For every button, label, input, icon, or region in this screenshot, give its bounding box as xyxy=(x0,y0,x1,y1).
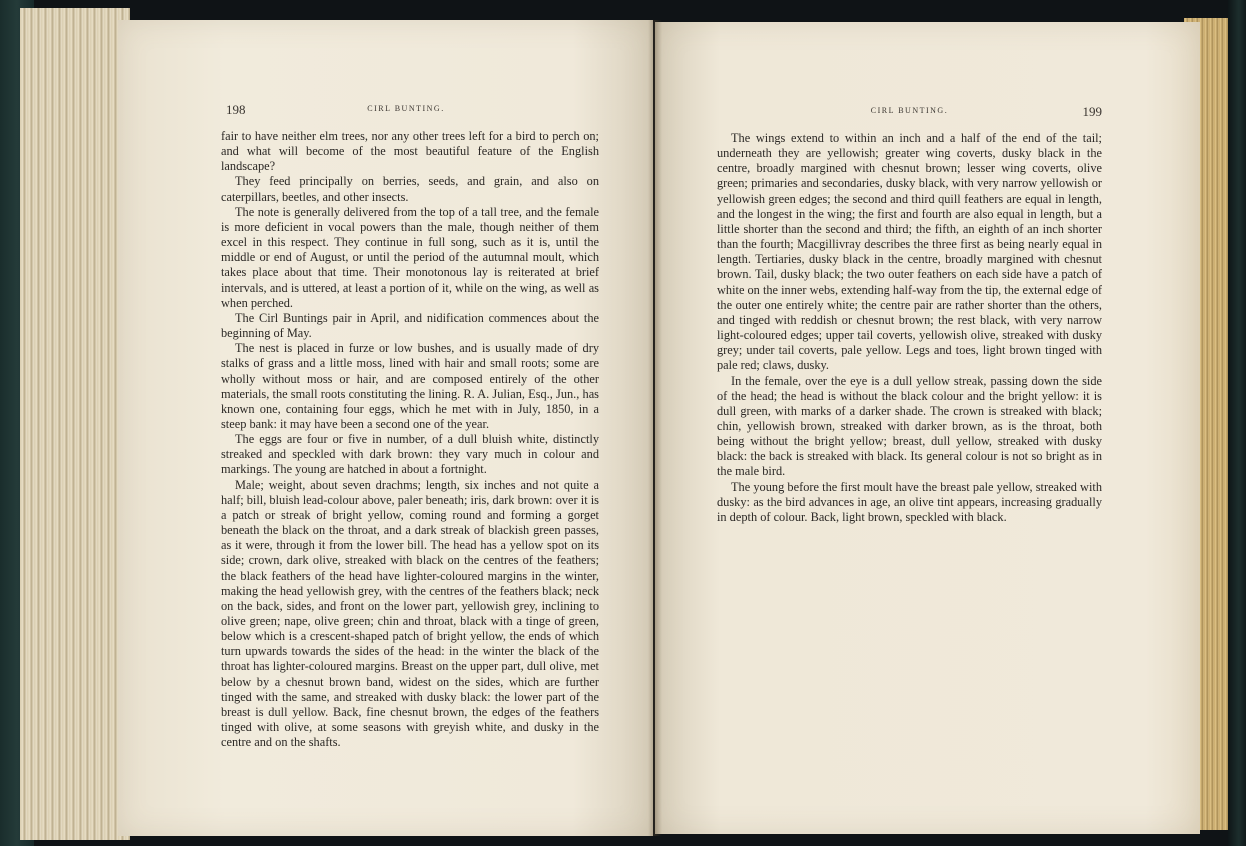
right-page-body xyxy=(717,131,1102,525)
paragraph: fair to have neither elm trees, nor any other trees left for a bird to perch on; and what will become of the most beautiful feature of the English landscape? xyxy=(221,129,599,174)
page-edges-left xyxy=(20,8,130,840)
left-running-title: CIRL BUNTING. xyxy=(367,104,445,113)
paragraph: In the female, over the eye is a dull yellow streak, passing down the side of the head; the head is without the black colour and the bright yellow: it is dull green, with marks of a darker shade. The crown is streaked with black; chin, yellowish brown, streaked with darker brown, as is the throat, both being without the bright yellow; breast, dull yellow, streaked with dusky black: the back is streaked with black. Its general colour is not so bright as in the male bird. xyxy=(717,373,1102,479)
left-page-body xyxy=(221,129,599,750)
right-page xyxy=(655,22,1200,834)
paragraph: The young before the first moult have the breast pale yellow, streaked with dusky: as the bird advances in age, an olive tint appears, increasing gradually in depth of colour. Back, light brown, speckled with black. xyxy=(717,479,1102,524)
paragraph: The note is generally delivered from the top of a tall tree, and the female is more deficient in vocal powers than the male, though neither of them excel in this respect. They continue in full song, such as it is, until the middle or end of August, or until the period of the autumnal moult, which takes place about that time. Their monotonous lay is reiterated at brief intervals, and is uttered, at least a portion of it, while on the wing, as well as when perched. xyxy=(221,204,599,310)
paragraph: The eggs are four or five in number, of a dull bluish white, distinctly streaked and speckled with dark brown: they vary much in colour and markings. The young are hatched in about a fortnight. xyxy=(221,432,599,477)
right-running-title: CIRL BUNTING. xyxy=(870,106,949,115)
paragraph: Male; weight, about seven drachms; length, six inches and not quite a half; bill, bluish lead-colour above, paler beneath; iris, dark brown: over it is a patch or streak of bright yellow, coming round and forming a gorget beneath the black on the throat, and a dark streak of blackish green passes, as it were, through it from the lower bill. The head has a yellow spot on its side; crown, dark olive, streaked with black on the centres of the feathers; the black feathers of the head have lighter-coloured margins in the winter, making the head yellowish grey, with the centres of the feathers black; neck on the back, sides, and front on the lower part, yellowish grey, inclining to olive green; nape, olive green; chin and throat, black with a tinge of green, below which is a crescent-shaped patch of bright yellow, the ends of which turn upwards towards the sides of the head: in the winter the black of the throat has lighter-coloured margins. Breast on the upper part, dull olive, met below by a chesnut brown band, widest on the sides, which are further tinged with the same, and streaked with dusky black: the lower part of the breast is dull yellow. Back, fine chesnut brown, the edges of the feathers tinged with olive, at some seasons with greyish white, and dusky in the centre and on the shafts. xyxy=(221,477,599,750)
left-page-header xyxy=(226,102,586,120)
book-gutter xyxy=(648,20,662,836)
left-page xyxy=(118,20,653,836)
paragraph: The nest is placed in furze or low bushes, and is usually made of dry stalks of grass and a little moss, lined with hair and small roots; some are wholly without moss or hair, and are composed entirely of the other materials, the small roots constituting the lining. R. A. Julian, Esq., Jun., has known one, containing four eggs, which he met with in July, 1850, in a steep bank: it may have been a second one of the year. xyxy=(221,341,599,431)
paragraph: The Cirl Buntings pair in April, and nidification commences about the beginning of May. xyxy=(221,310,599,341)
right-page-header xyxy=(717,104,1102,122)
book-cover-right xyxy=(1228,0,1246,846)
right-page-number: 199 xyxy=(1082,104,1102,119)
left-page-number: 198 xyxy=(226,102,246,117)
paragraph: The wings extend to within an inch and a half of the end of the tail; underneath they are yellowish; greater wing coverts, dusky black in the centre, broadly margined with chesnut brown; lesser wing coverts, olive green; primaries and secondaries, dusky black, with very narrow yellowish or yellowish green edges; the second and third quill feathers are equal in length, and the longest in the wing; the first and fourth are also equal in length, but a little shorter than the second and third; the fifth, an eighth of an inch shorter than the fourth; Macgillivray describes the three first as being nearly equal in length. Tertiaries, dusky black in the centre, broadly margined with chesnut brown. Tail, dusky black; the two outer feathers on each side have a patch of white on the inner webs, extending half-way from the tip, the external edge of the outer one entirely white; the centre pair are rather shorter than the others, and tinged with reddish or chesnut brown; the rest black, with very narrow light-coloured edges; upper tail coverts, yellowish olive, streaked with dusky grey; under tail coverts, pale yellow. Legs and toes, light brown tinged with pale red; claws, dusky. xyxy=(717,131,1102,373)
paragraph: They feed principally on berries, seeds, and grain, and also on caterpillars, beetles, and other insects. xyxy=(221,174,599,204)
